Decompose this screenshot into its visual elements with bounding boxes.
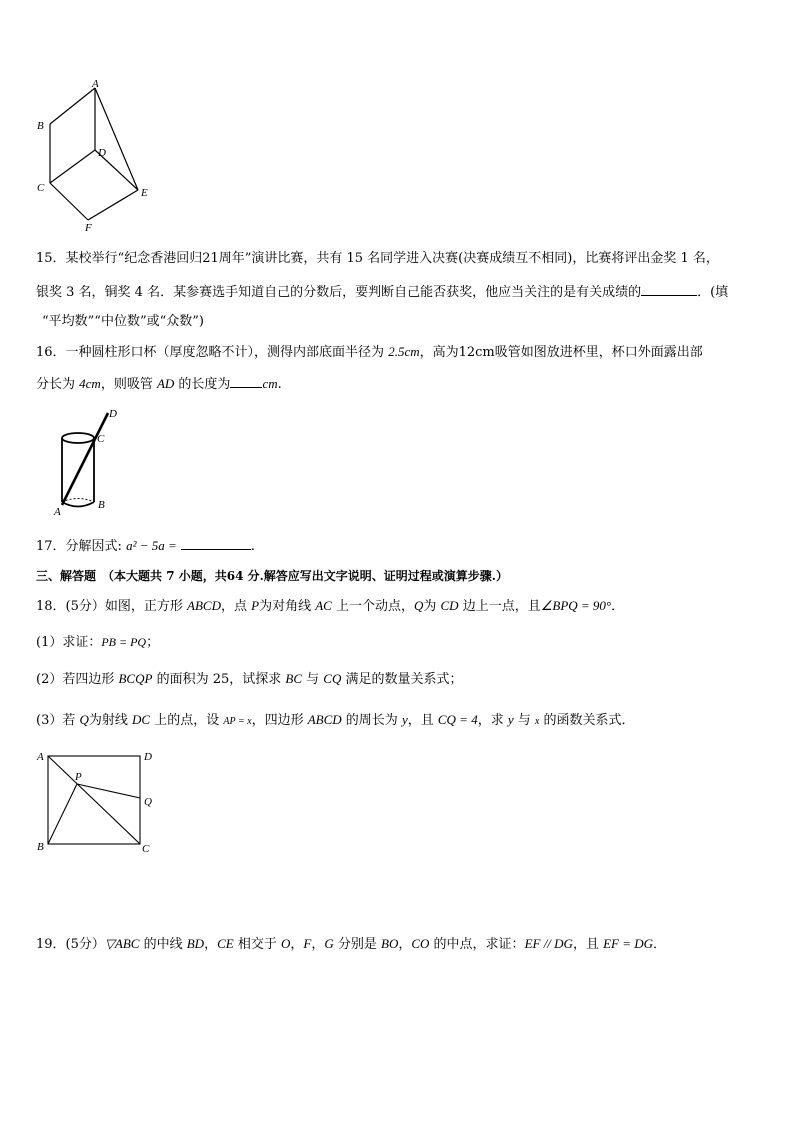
q18-cd: CD bbox=[440, 598, 459, 613]
q19-text: 分别是 bbox=[333, 937, 381, 952]
q15-line2 bbox=[36, 282, 728, 302]
q18-cq: CQ bbox=[323, 671, 342, 686]
q18-q: Q bbox=[79, 712, 89, 727]
q16-unit: cm bbox=[262, 376, 278, 391]
q19-bo: BO bbox=[381, 936, 399, 951]
q18-abcd: ABCD bbox=[307, 712, 342, 727]
q17-answer-blank[interactable] bbox=[181, 536, 251, 550]
q18-dc: DC bbox=[132, 712, 151, 727]
q18-q: Q bbox=[413, 598, 424, 613]
q18-part3 bbox=[36, 711, 634, 731]
q17-text-end: . bbox=[250, 539, 255, 554]
label-c: C bbox=[142, 843, 150, 855]
q16-text: 16．一种圆柱形口杯（厚度忽略不计），测得内部底面半径为 bbox=[36, 345, 389, 360]
q18-y: y bbox=[401, 712, 408, 727]
label-q: Q bbox=[144, 796, 152, 808]
q18-text: 为射线 bbox=[88, 713, 133, 728]
section3-note: （本大题共 7 小题，共64 分.解答应写出文字说明、证明过程或演算步骤.） bbox=[102, 569, 508, 583]
q18-text: ． bbox=[611, 599, 625, 614]
q18-bcqp: BCQP bbox=[118, 671, 153, 686]
q18-bc: BC bbox=[285, 671, 303, 686]
label-c: C bbox=[97, 433, 105, 445]
q19-g: G bbox=[324, 936, 334, 951]
q17-expr: a² − 5a = bbox=[126, 538, 177, 553]
q19-text: 的中点，求证： bbox=[429, 937, 525, 952]
q18-text: 为对角线 bbox=[259, 599, 316, 614]
q18-angle: ∠BPQ = 90° bbox=[540, 598, 612, 613]
label-b: B bbox=[37, 841, 44, 853]
figure-q14 bbox=[30, 78, 160, 234]
q18-text: ，点 bbox=[220, 599, 252, 614]
q15-text-end: ．(填 bbox=[697, 285, 729, 300]
q18-cq4: CQ = 4 bbox=[437, 712, 478, 727]
q15-answer-blank[interactable] bbox=[641, 282, 697, 296]
q16-text: . bbox=[277, 377, 282, 392]
q18-p: P bbox=[251, 598, 260, 613]
q19-ef-dg: EF // DG bbox=[524, 936, 573, 951]
label-b: B bbox=[37, 120, 44, 132]
q19-ef-eq: EF = DG bbox=[603, 936, 654, 951]
q16-text: ，则吸管 bbox=[100, 377, 157, 392]
q19-triangle: ▽ABC bbox=[104, 936, 140, 951]
q18-text: ； bbox=[146, 635, 160, 650]
q18-text: 上的点，设 bbox=[150, 713, 224, 728]
q19-co: CO bbox=[411, 936, 430, 951]
q18-part1 bbox=[36, 633, 159, 652]
q17-line bbox=[36, 536, 255, 556]
label-b: B bbox=[98, 499, 105, 511]
q18-text: (1）求证： bbox=[36, 635, 102, 650]
q19-text: ，且 bbox=[572, 937, 604, 952]
q18-text: ，求 bbox=[477, 713, 508, 728]
section3-heading bbox=[36, 567, 508, 585]
label-a: A bbox=[92, 78, 99, 90]
q19-ce: CE bbox=[217, 936, 234, 951]
q18-part2 bbox=[36, 670, 462, 689]
q18-text: (3）若 bbox=[36, 713, 80, 728]
q18-ac: AC bbox=[315, 598, 332, 613]
q19-text: ， bbox=[290, 937, 304, 952]
q16-radius: 2.5cm bbox=[388, 344, 420, 359]
q15-line3: “平均数”“中位数”或“众数”) bbox=[42, 314, 204, 329]
q16-outside: 4cm bbox=[79, 376, 101, 391]
q16-text: 分长为 bbox=[36, 377, 80, 392]
q19-o: O bbox=[280, 936, 291, 951]
q19-f: F bbox=[303, 936, 312, 951]
q18-text: 与 bbox=[302, 672, 324, 687]
q18-text: 与 bbox=[513, 713, 535, 728]
q18-text: 为 bbox=[423, 599, 441, 614]
q15-text: 银奖 3 名，铜奖 4 名．某参赛选手知道自己的分数后，要判断自己能否获奖，他应当关注的是有关成绩的 bbox=[36, 285, 642, 300]
q18-text: 的周长为 bbox=[341, 713, 402, 728]
q16-ad: AD bbox=[156, 376, 175, 391]
label-e: E bbox=[141, 187, 148, 199]
q18-line1 bbox=[36, 597, 624, 616]
q18-part1-expr: PB = PQ bbox=[101, 635, 147, 649]
figure-q18 bbox=[36, 748, 166, 858]
q18-text: 上一个动点， bbox=[331, 599, 414, 614]
q18-text: (2）若四边形 bbox=[36, 672, 119, 687]
label-a: A bbox=[37, 751, 44, 763]
label-d: D bbox=[144, 751, 152, 763]
figure-q16 bbox=[48, 405, 128, 520]
q19-line bbox=[36, 935, 666, 954]
q19-text: 19．(5分） bbox=[36, 937, 105, 952]
q18-ap: AP = x bbox=[223, 716, 252, 727]
q18-text: ，且 bbox=[407, 713, 438, 728]
q19-text: ． bbox=[653, 937, 667, 952]
label-d: D bbox=[109, 408, 117, 420]
q19-text: ， bbox=[204, 937, 218, 952]
q19-text: 相交于 bbox=[233, 937, 281, 952]
q18-text: 的面积为 25，试探求 bbox=[152, 672, 286, 687]
label-c: C bbox=[37, 182, 45, 194]
q18-x: x bbox=[534, 716, 540, 727]
q16-text: 的长度为 bbox=[174, 377, 231, 392]
q19-bd: BD bbox=[186, 936, 205, 951]
q16-line2 bbox=[36, 374, 282, 394]
q18-text: 满足的数量关系式； bbox=[341, 672, 463, 687]
q19-text: 的中线 bbox=[139, 937, 187, 952]
q16-text: ，高为12cm吸管如图放进杯里，杯口外面露出部 bbox=[419, 345, 703, 360]
q18-text: ，四边形 bbox=[251, 713, 308, 728]
section3-title: 三、解答题 bbox=[36, 569, 97, 583]
q18-y: y bbox=[507, 712, 514, 727]
label-f: F bbox=[85, 222, 92, 234]
q16-answer-blank[interactable] bbox=[230, 374, 262, 388]
label-d: D bbox=[98, 147, 106, 159]
label-p: P bbox=[75, 771, 82, 783]
q17-text: 17．分解因式: bbox=[36, 539, 127, 554]
q19-text: ， bbox=[311, 937, 325, 952]
q18-text: 18．(5分）如图，正方形 bbox=[36, 599, 188, 614]
q19-text: ， bbox=[398, 937, 412, 952]
q18-text: 边上一点，且 bbox=[458, 599, 541, 614]
q16-line1 bbox=[36, 343, 703, 362]
q18-abcd: ABCD bbox=[187, 598, 221, 613]
label-a: A bbox=[54, 506, 61, 518]
q15-line1: 15．某校举行“纪念香港回归21周年”演讲比赛，共有 15 名同学进入决赛(决赛成绩互不相同)，比赛将评出金奖 1 名， bbox=[36, 251, 719, 266]
q18-text: 的函数关系式． bbox=[539, 713, 635, 728]
